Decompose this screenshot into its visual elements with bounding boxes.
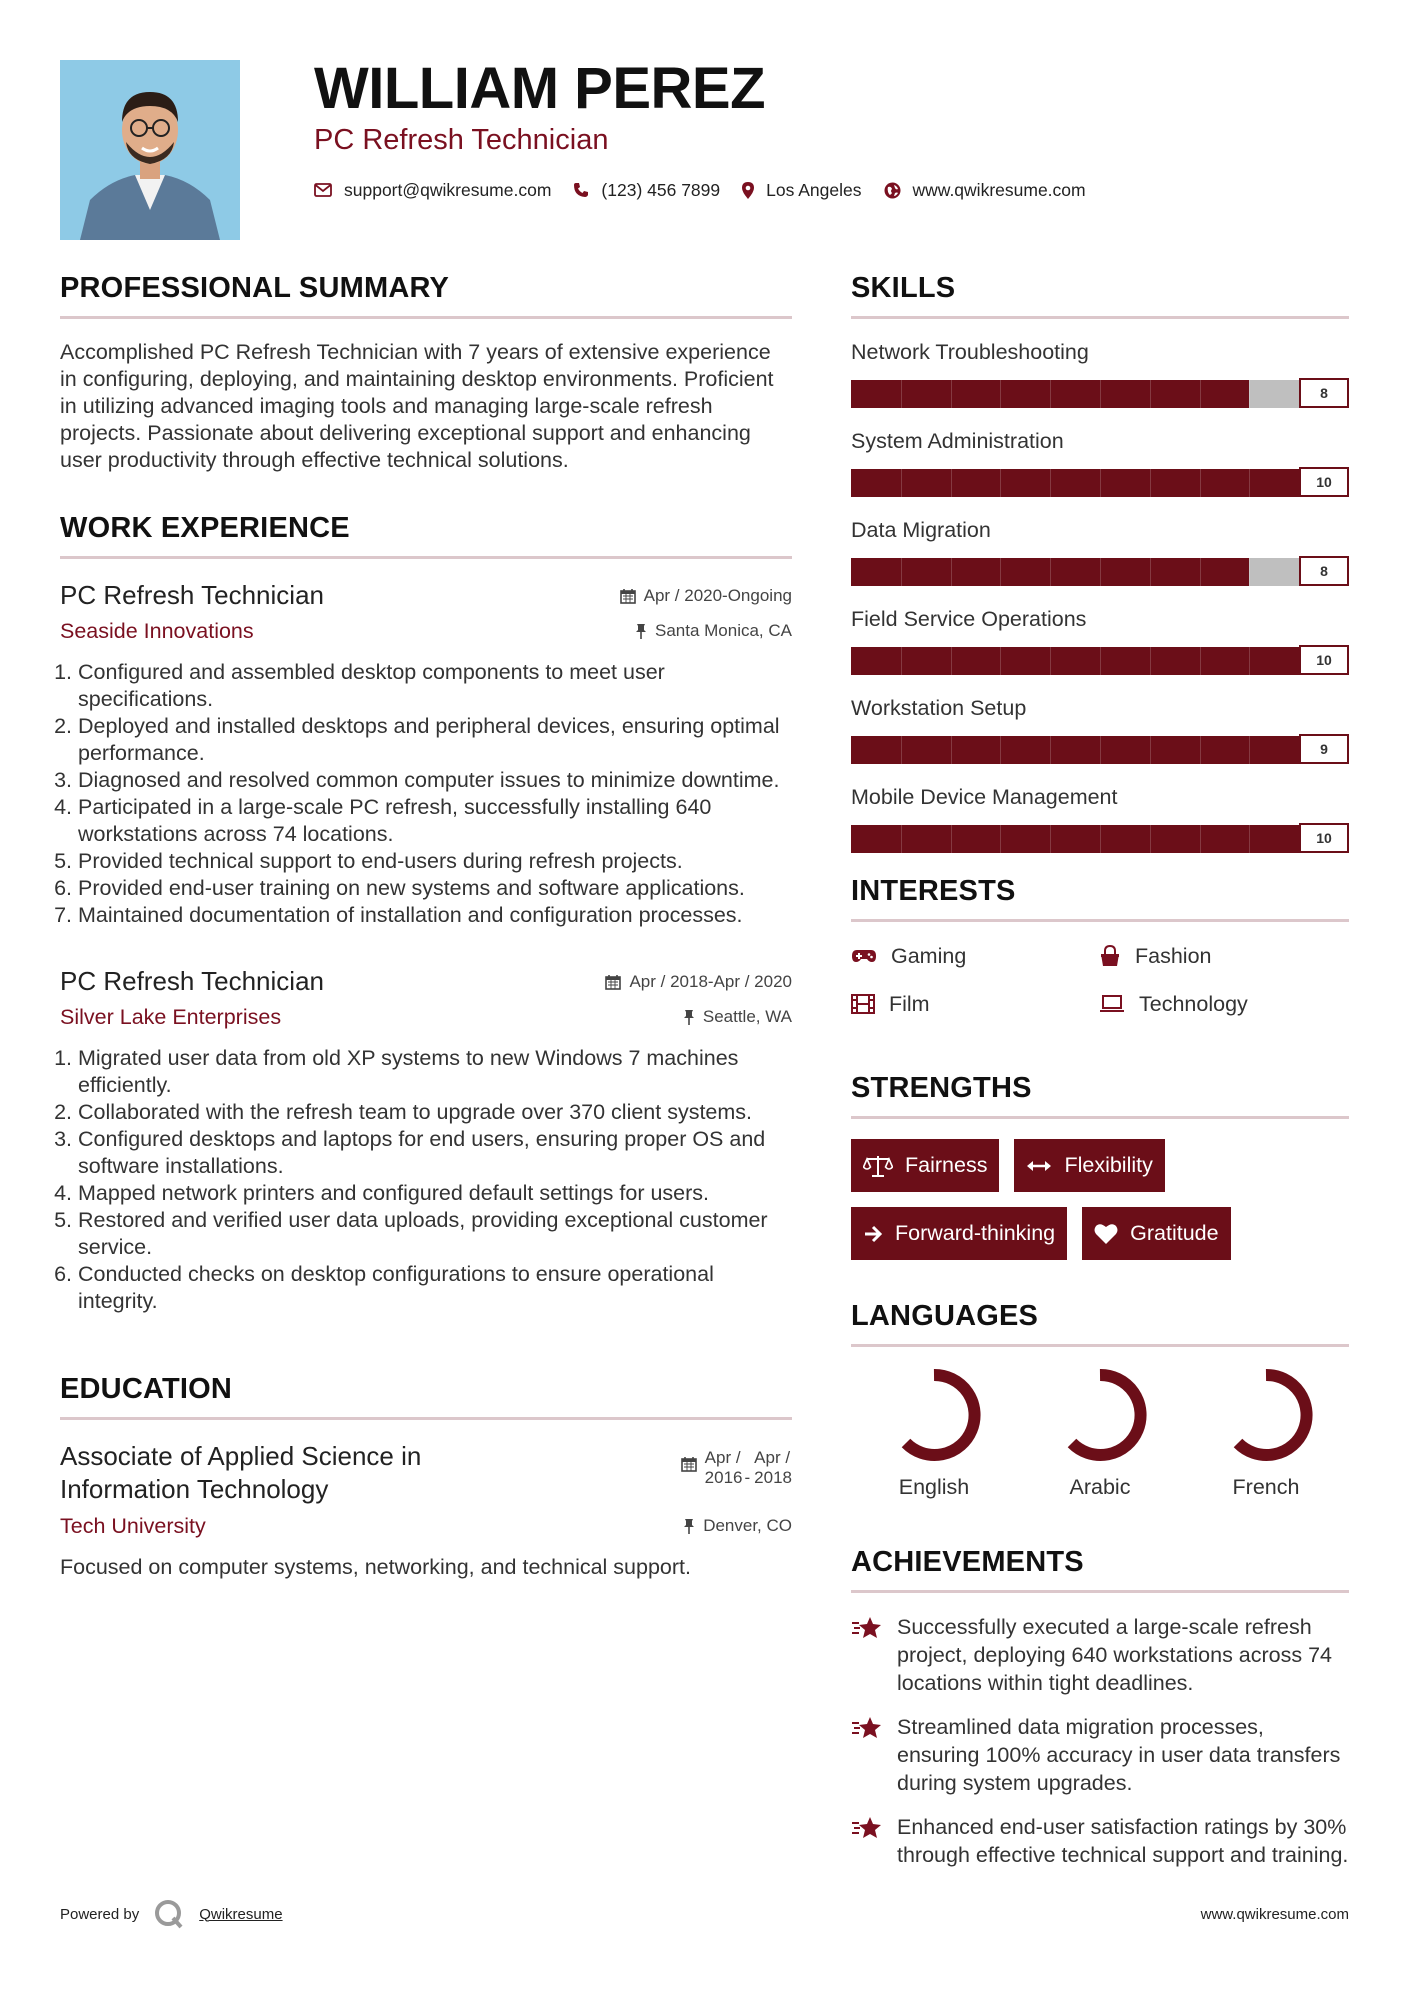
powered-by-text: Powered by xyxy=(60,1905,140,1923)
education-description: Focused on computer systems, networking, and technical support. xyxy=(60,1555,691,1579)
education-end-month: Apr / xyxy=(754,1448,791,1467)
job-location xyxy=(635,621,792,641)
language-label: English xyxy=(898,1475,970,1499)
section-divider xyxy=(60,316,792,319)
skill-bar-segment xyxy=(1150,558,1151,586)
skill-bar-segment xyxy=(1100,469,1101,497)
strength-label: Gratitude xyxy=(1130,1221,1219,1245)
languages-section xyxy=(851,1298,1349,1500)
skill-item xyxy=(851,428,1349,497)
skill-bar-segment xyxy=(1200,380,1201,408)
education-dates xyxy=(681,1448,792,1488)
skill-bar-segment xyxy=(1100,647,1101,675)
strength-badge xyxy=(851,1139,999,1192)
achievement-text: Enhanced end-user satisfaction ratings by 30% through effective technical support and training. xyxy=(897,1815,1349,1867)
duty-item: 3. Configured desktops and laptops for end users, ensuring proper OS and software installations. xyxy=(78,1126,792,1180)
achievement-item xyxy=(851,1813,1349,1869)
languages-heading: LANGUAGES xyxy=(851,1300,1039,1332)
contact-website[interactable] xyxy=(884,180,1086,201)
arrows-horizontal-icon xyxy=(1026,1159,1052,1173)
skill-score-badge: 9 xyxy=(1299,734,1349,764)
arrow-right-icon xyxy=(863,1224,883,1244)
skill-bar-segment xyxy=(1050,558,1051,586)
left-column xyxy=(60,270,792,1581)
language-item xyxy=(1017,1367,1183,1500)
experience-section xyxy=(60,510,792,1315)
school-name: Tech University xyxy=(60,1514,206,1538)
interest-item xyxy=(1099,942,1349,970)
summary-text: Accomplished PC Refresh Technician with 7 years of extensive experience in configuring, deploying, and maintaining desktop environments. Proficient in utilizing advanced imaging tools and managing large-scale refresh projects. Passionate about delivering exceptional support and enhancing user productivity through effective technical solutions. xyxy=(60,340,774,472)
gamepad-icon xyxy=(851,948,877,964)
job-dates-text: Apr / 2020-Ongoing xyxy=(643,586,792,605)
achievement-item xyxy=(851,1613,1349,1697)
skill-bar-segment xyxy=(1200,825,1201,853)
strengths-section xyxy=(851,1070,1349,1260)
achievement-text: Streamlined data migration processes, ensuring 100% accuracy in user data transfers during system upgrades. xyxy=(897,1715,1341,1795)
skill-bar-segment xyxy=(1249,736,1250,764)
school-location xyxy=(683,1516,792,1536)
skill-bar-segment xyxy=(1050,825,1051,853)
skill-label: Field Service Operations xyxy=(851,607,1087,631)
skill-bar-segment xyxy=(1100,825,1101,853)
contact-bar xyxy=(314,177,1108,203)
skill-bar xyxy=(851,823,1349,853)
skill-bar-segment xyxy=(901,469,902,497)
skill-item xyxy=(851,517,1349,586)
school-location-text: Denver, CO xyxy=(703,1516,792,1535)
skill-bar-segment xyxy=(1000,825,1001,853)
pushpin-icon xyxy=(683,1518,695,1534)
skill-score-badge: 10 xyxy=(1299,467,1349,497)
skill-score-badge: 10 xyxy=(1299,645,1349,675)
skill-bar-segment xyxy=(1249,469,1250,497)
balance-scale-icon xyxy=(863,1155,893,1177)
job-duties xyxy=(60,1045,792,1315)
pushpin-icon xyxy=(635,623,647,639)
footer-powered-by xyxy=(60,1898,283,1930)
interest-item xyxy=(1099,990,1349,1018)
skill-bar-segment xyxy=(951,825,952,853)
skill-bar-segment xyxy=(1249,380,1250,408)
pushpin-icon xyxy=(683,1009,695,1025)
skill-bar-segment xyxy=(1050,647,1051,675)
section-divider xyxy=(60,556,792,559)
degree-title: Associate of Applied Science in Information Technology xyxy=(60,1441,422,1504)
skill-bar xyxy=(851,734,1349,764)
skill-item xyxy=(851,606,1349,675)
section-divider xyxy=(851,316,1349,319)
section-divider xyxy=(851,919,1349,922)
experience-heading: WORK EXPERIENCE xyxy=(60,512,350,544)
education-start xyxy=(705,1448,743,1488)
location-text: Los Angeles xyxy=(766,179,862,200)
job-location-text: Santa Monica, CA xyxy=(654,621,792,640)
skills-section xyxy=(851,270,1349,853)
interest-label: Film xyxy=(889,992,930,1016)
language-item xyxy=(851,1367,1017,1500)
skill-bar-segment xyxy=(1000,736,1001,764)
skill-bar xyxy=(851,378,1349,408)
skill-bar-segment xyxy=(1200,736,1201,764)
skill-bar-segment xyxy=(1100,736,1101,764)
skills-list xyxy=(851,339,1349,853)
skill-bar-segment xyxy=(1000,647,1001,675)
skill-bar-segment xyxy=(901,558,902,586)
education-section xyxy=(60,1371,792,1581)
strength-label: Forward-thinking xyxy=(895,1221,1056,1245)
strengths-heading: STRENGTHS xyxy=(851,1072,1032,1104)
achievements-heading: ACHIEVEMENTS xyxy=(851,1546,1084,1578)
star-icon xyxy=(851,1715,883,1741)
calendar-icon xyxy=(605,974,621,990)
skill-bar-segment xyxy=(1249,647,1250,675)
skill-bar-segment xyxy=(951,558,952,586)
duty-item: 2. Deployed and installed desktops and peripheral devices, ensuring optimal performance. xyxy=(78,713,792,767)
achievements-section xyxy=(851,1544,1349,1869)
job-location xyxy=(683,1007,792,1027)
summary-section xyxy=(60,270,792,474)
interest-label: Technology xyxy=(1139,992,1248,1016)
footer-site-link[interactable]: www.qwikresume.com xyxy=(1200,1906,1349,1923)
education-start-year: 2016 xyxy=(704,1468,743,1487)
skill-item xyxy=(851,339,1349,408)
strength-badge xyxy=(1014,1139,1164,1192)
skill-bar-segment xyxy=(1150,469,1151,497)
achievement-item xyxy=(851,1713,1349,1797)
job-dates-text: Apr / 2018-Apr / 2020 xyxy=(629,972,792,991)
language-label: French xyxy=(1232,1475,1300,1499)
duty-item: 5. Provided technical support to end-users during refresh projects. xyxy=(78,848,792,875)
calendar-icon xyxy=(620,588,636,604)
duty-item: 6. Provided end-user training on new systems and software applications. xyxy=(78,875,792,902)
contact-phone[interactable] xyxy=(573,180,720,201)
duty-item: 4. Mapped network printers and configured default settings for users. xyxy=(78,1180,792,1207)
skill-bar-segment xyxy=(901,825,902,853)
language-item xyxy=(1183,1367,1349,1500)
website-text: www.qwikresume.com xyxy=(912,179,1086,200)
heart-icon xyxy=(1094,1223,1118,1245)
skill-bar-segment xyxy=(1150,380,1151,408)
job-title: PC Refresh Technician xyxy=(60,580,324,610)
skill-bar-segment xyxy=(1200,647,1201,675)
job-dates xyxy=(605,972,792,992)
duty-item: 7. Maintained documentation of installation and configuration processes. xyxy=(78,902,792,929)
strength-label: Flexibility xyxy=(1064,1153,1153,1177)
interests-section xyxy=(851,873,1349,1018)
strength-badge xyxy=(1082,1207,1230,1260)
skill-item xyxy=(851,784,1349,853)
skill-bar-segment xyxy=(1050,469,1051,497)
skill-bar-segment xyxy=(1050,380,1051,408)
education-end-year: 2018 xyxy=(754,1468,792,1487)
skill-bar-segment xyxy=(1200,469,1201,497)
language-label: Arabic xyxy=(1069,1475,1131,1499)
map-marker-icon xyxy=(742,182,754,199)
skill-bar xyxy=(851,645,1349,675)
education-start-month: Apr / xyxy=(704,1448,741,1467)
job-location-text: Seattle, WA xyxy=(702,1007,792,1026)
skill-bar-segment xyxy=(1000,558,1001,586)
duty-item: 3. Diagnosed and resolved common computer issues to minimize downtime. xyxy=(78,767,792,794)
brand-link[interactable]: Qwikresume xyxy=(199,1905,283,1923)
skill-bar-segment xyxy=(901,736,902,764)
duty-item: 5. Restored and verified user data uploads, providing exceptional customer service. xyxy=(78,1207,792,1261)
job-entry xyxy=(60,579,792,929)
skill-score-badge: 8 xyxy=(1299,556,1349,586)
skill-label: Network Troubleshooting xyxy=(851,340,1089,364)
interest-label: Fashion xyxy=(1135,944,1212,968)
globe-icon xyxy=(884,182,901,199)
skill-label: Workstation Setup xyxy=(851,696,1027,720)
shopping-bag-icon xyxy=(1099,945,1121,967)
email-text: support@qwikresume.com xyxy=(344,179,552,200)
interests-heading: INTERESTS xyxy=(851,875,1016,907)
calendar-icon xyxy=(681,1456,697,1472)
skill-bar-segment xyxy=(951,469,952,497)
job-dates xyxy=(620,586,792,606)
languages-list xyxy=(851,1367,1349,1500)
contact-email[interactable] xyxy=(314,180,551,201)
section-divider xyxy=(851,1590,1349,1593)
skill-bar-segment xyxy=(1100,380,1101,408)
job-duties xyxy=(60,659,792,929)
star-icon xyxy=(851,1615,883,1641)
profile-photo xyxy=(60,60,240,240)
skill-score-badge: 8 xyxy=(1299,378,1349,408)
film-icon xyxy=(851,994,875,1014)
strength-badge xyxy=(851,1207,1067,1260)
skill-label: System Administration xyxy=(851,429,1064,453)
candidate-title: PC Refresh Technician xyxy=(314,124,609,156)
skill-bar xyxy=(851,556,1349,586)
interests-list xyxy=(851,942,1349,1018)
interest-item xyxy=(851,990,1099,1018)
skills-heading: SKILLS xyxy=(851,272,956,304)
skill-bar-segment xyxy=(1000,469,1001,497)
duty-item: 1. Migrated user data from old XP systems to new Windows 7 machines efficiently. xyxy=(78,1045,792,1099)
skill-bar-segment xyxy=(951,736,952,764)
skill-bar-segment xyxy=(951,647,952,675)
section-divider xyxy=(851,1344,1349,1347)
summary-heading: PROFESSIONAL SUMMARY xyxy=(60,272,450,304)
duty-item: 1. Configured and assembled desktop components to meet user specifications. xyxy=(78,659,792,713)
skill-bar-segment xyxy=(1050,736,1051,764)
right-column xyxy=(851,270,1349,1885)
star-icon xyxy=(851,1815,883,1841)
skill-bar-segment xyxy=(1150,736,1151,764)
duty-item: 4. Participated in a large-scale PC refresh, successfully installing 640 workstations across 74 locations. xyxy=(78,794,792,848)
skill-bar-segment xyxy=(1100,558,1101,586)
candidate-name: WILLIAM PEREZ xyxy=(314,56,766,121)
interest-label: Gaming xyxy=(891,944,967,968)
language-progress-ring xyxy=(886,1367,982,1463)
skill-bar-segment xyxy=(1000,380,1001,408)
language-progress-ring xyxy=(1052,1367,1148,1463)
interest-item xyxy=(851,942,1099,970)
skill-bar-segment xyxy=(1150,647,1151,675)
duty-item: 6. Conducted checks on desktop configurations to ensure operational integrity. xyxy=(78,1261,792,1315)
qwikresume-logo-icon xyxy=(153,1898,185,1930)
strength-label: Fairness xyxy=(905,1153,988,1177)
job-title: PC Refresh Technician xyxy=(60,966,324,996)
company-name: Seaside Innovations xyxy=(60,619,254,643)
skill-bar-segment xyxy=(1249,558,1250,586)
contact-location xyxy=(742,180,861,201)
skill-bar xyxy=(851,467,1349,497)
phone-text: (123) 456 7899 xyxy=(601,179,721,200)
achievement-text: Successfully executed a large-scale refresh project, deploying 640 workstations across 74 locations within tight deadlines. xyxy=(897,1615,1333,1695)
skill-bar-segment xyxy=(1200,558,1201,586)
job-entry xyxy=(60,965,792,1315)
company-name: Silver Lake Enterprises xyxy=(60,1005,282,1029)
skill-bar-segment xyxy=(901,647,902,675)
skill-bar-segment xyxy=(1150,825,1151,853)
skill-label: Mobile Device Management xyxy=(851,785,1118,809)
skill-score-badge: 10 xyxy=(1299,823,1349,853)
strengths-list xyxy=(851,1139,1349,1260)
section-divider xyxy=(851,1116,1349,1119)
skill-item xyxy=(851,695,1349,764)
skill-bar-segment xyxy=(901,380,902,408)
envelope-icon xyxy=(314,183,332,197)
laptop-icon xyxy=(1099,995,1125,1013)
skill-bar-fill xyxy=(851,736,1299,764)
phone-icon xyxy=(573,182,589,198)
skill-bar-segment xyxy=(951,380,952,408)
education-end xyxy=(754,1448,792,1488)
duty-item: 2. Collaborated with the refresh team to upgrade over 370 client systems. xyxy=(78,1099,792,1126)
education-heading: EDUCATION xyxy=(60,1373,233,1405)
section-divider xyxy=(60,1417,792,1420)
skill-label: Data Migration xyxy=(851,518,991,542)
language-progress-ring xyxy=(1218,1367,1314,1463)
education-date-dash: - xyxy=(744,1468,751,1487)
skill-bar-segment xyxy=(1249,825,1250,853)
